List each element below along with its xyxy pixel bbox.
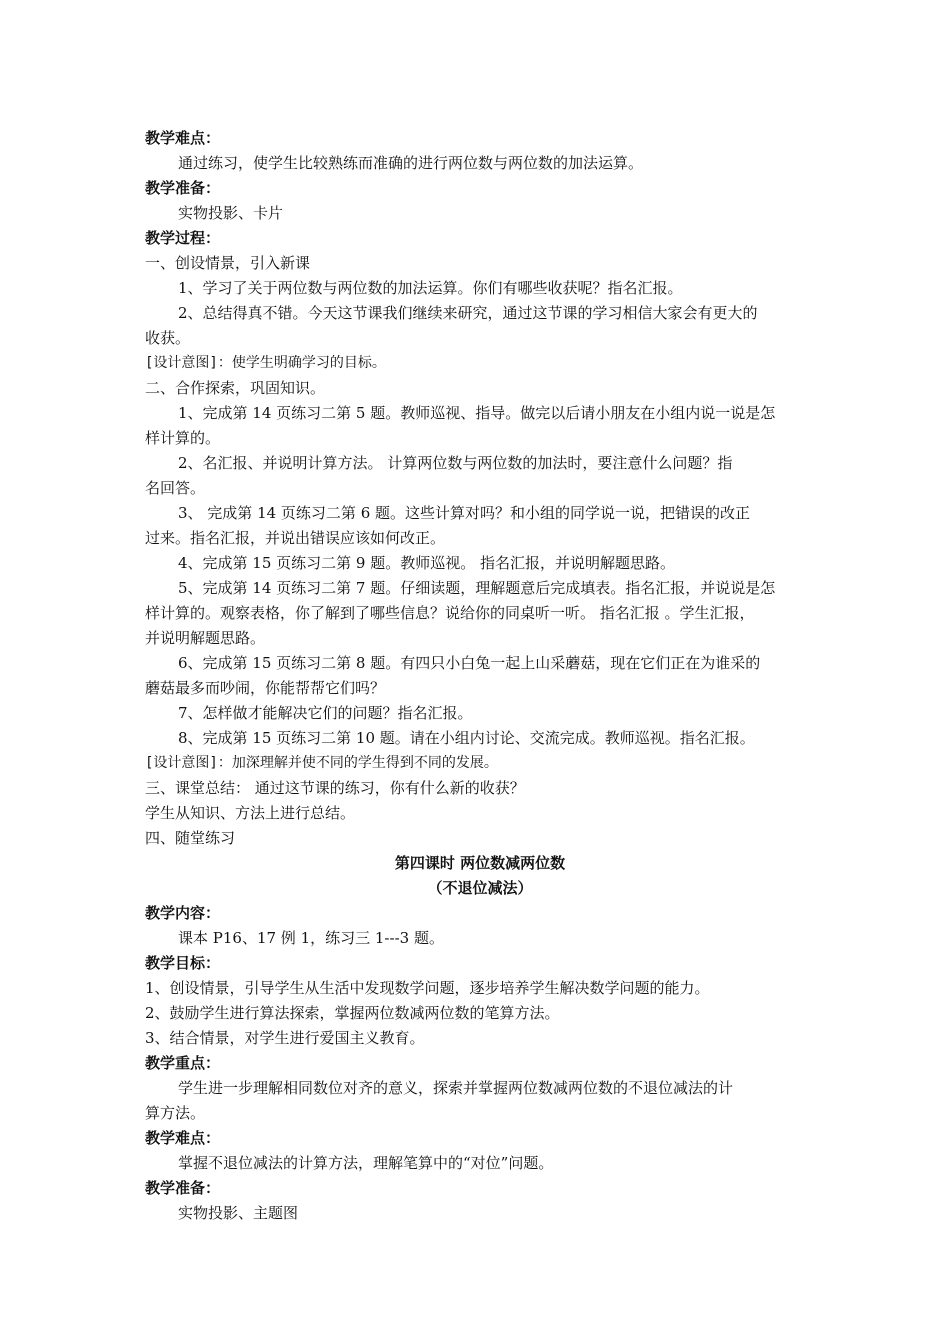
part1-item-1: 1、学习了关于两位数与两位数的加法运算。你们有哪些收获呢？指名汇报。 [178, 279, 683, 297]
lesson-difficulty-text: 掌握不退位减法的计算方法，理解笔算中的“对位”问题。 [178, 1154, 554, 1172]
key-heading: 教学重点： [145, 1054, 221, 1072]
goals-heading: 教学目标： [145, 954, 221, 972]
content-text: 课本 P16、17 例 1，练习三 1---3 题。 [178, 929, 444, 947]
prep-text: 实物投影、卡片 [178, 204, 284, 222]
goal-1: 1、创设情景，引导学生从生活中发现数学问题，逐步培养学生解决数学问题的能力。 [145, 979, 710, 997]
part3-title: 三、课堂总结： 通过这节课的练习，你有什么新的收获？ [145, 779, 525, 797]
key-text-cont: 算方法。 [145, 1104, 206, 1122]
part2-item-8: 8、完成第 15 页练习二第 10 题。请在小组内讨论、交流完成。教师巡视。指名汇报。 [178, 729, 755, 747]
part3-text: 学生从知识、方法上进行总结。 [145, 804, 356, 822]
part2-item-1-cont: 样计算的。 [145, 429, 221, 447]
goal-2: 2、鼓励学生进行算法探索，掌握两位数减两位数的笔算方法。 [145, 1004, 560, 1022]
part1-item-2: 2、总结得真不错。今天这节课我们继续来研究，通过这节课的学习相信大家会有更大的 [178, 304, 758, 322]
lesson-subtitle: （不退位减法） [427, 879, 533, 897]
part2-item-2-cont: 名回答。 [145, 479, 206, 497]
part2-item-6-cont: 蘑菇最多而吵闹，你能帮帮它们吗？ [145, 679, 386, 697]
process-heading: 教学过程： [145, 229, 221, 247]
part4-title: 四、随堂练习 [145, 829, 236, 847]
part2-item-2: 2、名汇报、并说明计算方法。 计算两位数与两位数的加法时，要注意什么问题？指 [178, 454, 733, 472]
document-page [145, 126, 815, 1226]
lesson-prep-heading: 教学准备： [145, 1179, 221, 1197]
goal-3: 3、结合情景，对学生进行爱国主义教育。 [145, 1029, 425, 1047]
part2-item-7: 7、怎样做才能解决它们的问题？指名汇报。 [178, 704, 473, 722]
prep-heading: 教学准备： [145, 179, 221, 197]
part2-item-5-cont2: 并说明解题思路。 [145, 629, 266, 647]
part2-title: 二、合作探索，巩固知识。 [145, 379, 326, 397]
part2-item-5: 5、完成第 14 页练习二第 7 题。仔细读题，理解题意后完成填表。指名汇报，并说说是怎 [178, 579, 776, 597]
part1-title: 一、创设情景，引入新课 [145, 254, 311, 272]
part2-item-4: 4、完成第 15 页练习二第 9 题。教师巡视。 指名汇报，并说明解题思路。 [178, 554, 676, 572]
design-note-2: [设计意图]：加深理解并使不同的学生得到不同的发展。 [145, 755, 498, 771]
part2-item-3: 3、 完成第 14 页练习二第 6 题。这些计算对吗？和小组的同学说一说，把错误的改正 [178, 504, 751, 522]
part2-item-3-cont: 过来。指名汇报，并说出错误应该如何改正。 [145, 529, 446, 547]
lesson-difficulty-heading: 教学难点： [145, 1129, 221, 1147]
part2-item-6: 6、完成第 15 页练习二第 8 题。有四只小白兔一起上山采蘑菇，现在它们正在为谁采的 [178, 654, 761, 672]
key-text: 学生进一步理解相同数位对齐的意义，探索并掌握两位数减两位数的不退位减法的计 [178, 1079, 734, 1097]
lesson-title: 第四课时 两位数减两位数 [394, 854, 566, 872]
part2-item-1: 1、完成第 14 页练习二第 5 题。教师巡视、指导。做完以后请小朋友在小组内说一说是怎 [178, 404, 776, 422]
part1-item-2-cont: 收获。 [145, 329, 191, 347]
design-note-1: [设计意图]：使学生明确学习的目标。 [145, 355, 386, 371]
lesson-prep-text: 实物投影、主题图 [178, 1204, 299, 1222]
difficulty-text: 通过练习，使学生比较熟练而准确的进行两位数与两位数的加法运算。 [178, 154, 644, 172]
part2-item-5-cont: 样计算的。观察表格，你了解到了哪些信息？说给你的同桌听一听。 指名汇报 。学生汇报， [145, 604, 755, 622]
difficulty-heading: 教学难点： [145, 129, 221, 147]
content-heading: 教学内容： [145, 904, 221, 922]
